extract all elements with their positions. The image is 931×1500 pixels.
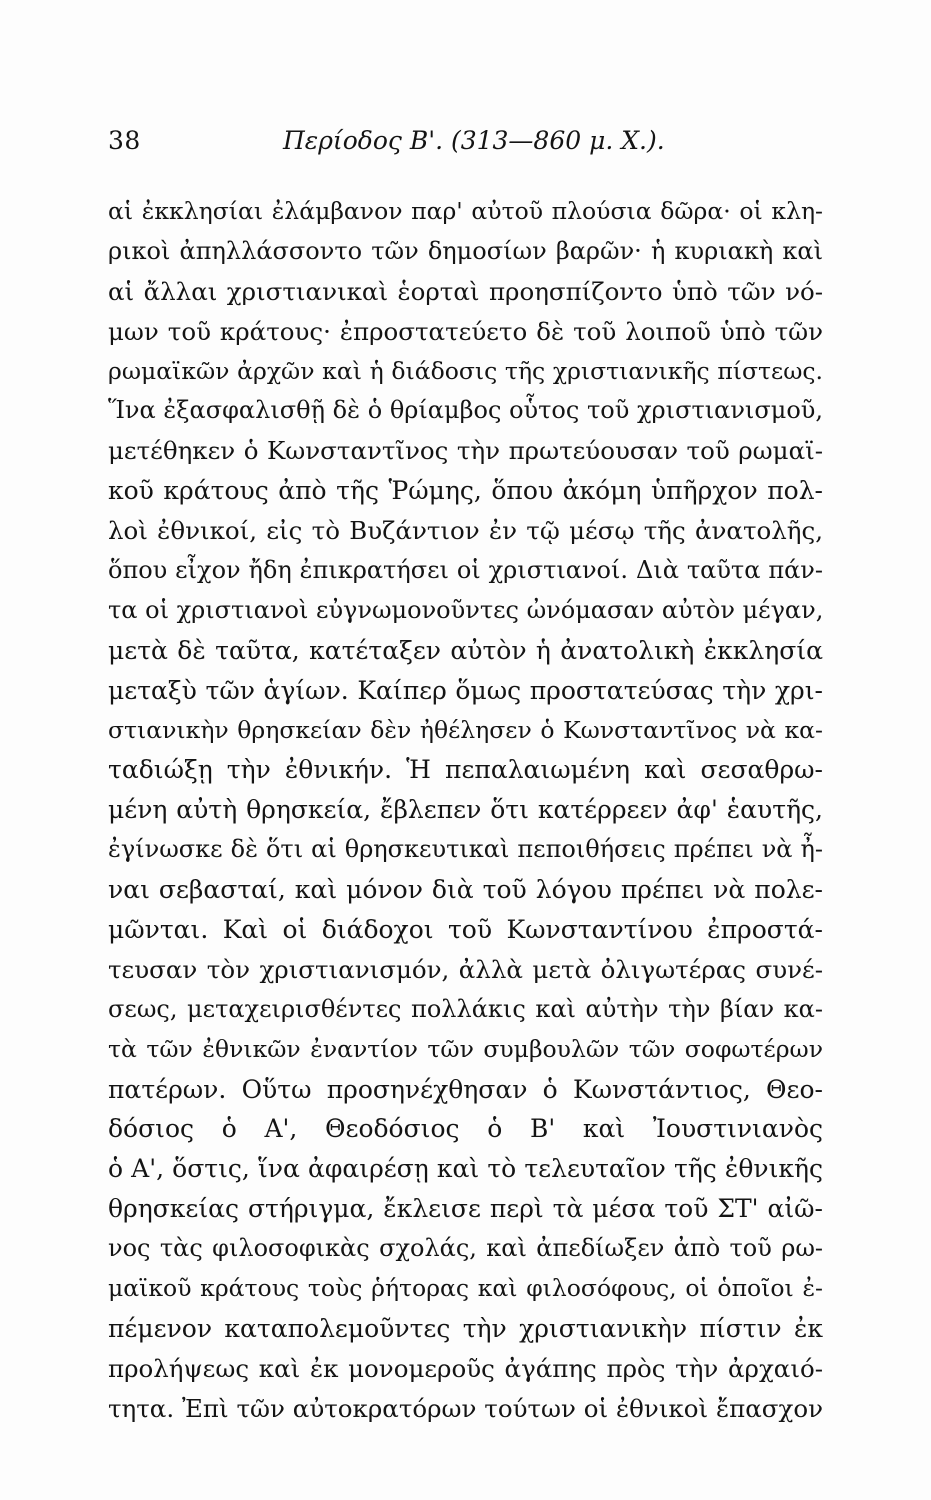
text-line: τα οἱ χριστιανοὶ εὐγνωμονοῦντες ὠνόμασαν αὐτὸν μέγαν, (108, 595, 824, 624)
text-line: πέμενον καταπολεμοῦντες τὴν χριστιανικὴν πίστιν ἐκ (108, 1313, 823, 1343)
body-text (108, 192, 823, 1429)
text-line: Ἵνα ἐξασφαλισθῇ δὲ ὁ θρίαμβος οὗτος τοῦ χριστιανισμοῦ, (108, 396, 823, 425)
text-line: μαϊκοῦ κράτους τοὺς ῥήτορας καὶ φιλοσόφους, οἱ ὁποῖοι ἐ- (108, 1274, 823, 1303)
text-line: μένη αὐτὴ θρησκεία, ἔβλεπεν ὅτι κατέρρεεν ἀφ' ἑαυτῆς, (108, 795, 823, 825)
text-line: ναι σεβασταί, καὶ μόνον διὰ τοῦ λόγου πρέπει νὰ πολε- (108, 875, 823, 905)
text-line: νος τὰς φιλοσοφικὰς σχολάς, καὶ ἀπεδίωξεν ἀπὸ τοῦ ρω- (108, 1234, 823, 1263)
text-line: στιανικὴν θρησκείαν δὲν ἠθέλησεν ὁ Κωνσταντῖνος νὰ κα- (108, 715, 823, 744)
text-line: αἱ ἐκκλησίαι ἐλάμβανον παρ' αὐτοῦ πλούσια δῶρα· οἱ κλη- (108, 197, 823, 225)
running-head: Περίοδος Β'. (313—860 μ. Χ.). (283, 126, 665, 155)
text-line: ὅπου εἶχον ἤδη ἐπικρατήσει οἱ χριστιανοί. Διὰ ταῦτα πάν- (108, 556, 823, 585)
text-line: ρωμαϊκῶν ἀρχῶν καὶ ἡ διάδοσις τῆς χριστιανικῆς πίστεως. (108, 356, 823, 385)
text-line: ὁ Α', ὅστις, ἵνα ἀφαιρέσῃ καὶ τὸ τελευταῖον τῆς ἐθνικῆς (108, 1154, 823, 1184)
text-line: δόσιος ὁ Α', Θεοδόσιος ὁ Β' καὶ Ἰουστινιανὸς (108, 1114, 823, 1144)
text-line: λοὶ ἐθνικοί, εἰς τὸ Βυζάντιον ἐν τῷ μέσῳ τῆς ἀνατολῆς, (108, 516, 823, 546)
text-line: προλήψεως καὶ ἐκ μονομεροῦς ἀγάπης πρὸς τὴν ἀρχαιό- (108, 1353, 823, 1383)
text-line: ἐγίνωσκε δὲ ὅτι αἱ θρησκευτικαὶ πεποιθήσεις πρέπει νὰ ἦ- (108, 835, 823, 864)
text-line: σεως, μεταχειρισθέντες πολλάκις καὶ αὐτὴν τὴν βίαν κα- (108, 994, 823, 1023)
page-number: 38 (108, 126, 141, 155)
page-header (108, 118, 828, 162)
text-line: τευσαν τὸν χριστιανισμόν, ἀλλὰ μετὰ ὀλιγωτέρας συνέ- (108, 954, 823, 984)
text-line: κοῦ κράτους ἀπὸ τῆς Ῥώμης, ὅπου ἀκόμη ὑπῆρχον πολ- (108, 476, 823, 506)
text-line: τὰ τῶν ἐθνικῶν ἐναντίον τῶν συμβουλῶν τῶν σοφωτέρων (108, 1034, 823, 1063)
text-line: μεταξὺ τῶν ἁγίων. Καίπερ ὅμως προστατεύσας τὴν χρι- (108, 675, 823, 705)
text-line: μων τοῦ κράτους· ἐπροστατεύετο δὲ τοῦ λοιποῦ ὑπὸ τῶν (108, 316, 823, 346)
text-line: θρησκείας στήριγμα, ἔκλεισε περὶ τὰ μέσα τοῦ ΣΤ' αἰῶ- (108, 1194, 823, 1224)
text-line: πατέρων. Οὕτω προσηνέχθησαν ὁ Κωνστάντιος, Θεο- (108, 1074, 823, 1104)
text-line: μετὰ δὲ ταῦτα, κατέταξεν αὐτὸν ἡ ἀνατολικὴ ἐκκλησία (108, 635, 823, 665)
text-line: αἱ ἄλλαι χριστιανικαὶ ἑορταὶ προησπίζοντο ὑπὸ τῶν νό- (108, 276, 823, 306)
text-line: ταδιώξῃ τὴν ἐθνικήν. Ἡ πεπαλαιωμένη καὶ σεσαθρω- (108, 755, 823, 785)
text-line: μετέθηκεν ὁ Κωνσταντῖνος τὴν πρωτεύουσαν τοῦ ρωμαϊ- (108, 436, 823, 466)
text-line: τητα. Ἐπὶ τῶν αὐτοκρατόρων τούτων οἱ ἐθνικοὶ ἔπασχον (108, 1393, 823, 1423)
text-line: ρικοὶ ἀπηλλάσσοντο τῶν δημοσίων βαρῶν· ἡ κυριακὴ καὶ (108, 236, 823, 265)
text-line: μῶνται. Καὶ οἱ διάδοχοι τοῦ Κωνσταντίνου ἐπροστά- (108, 915, 823, 945)
